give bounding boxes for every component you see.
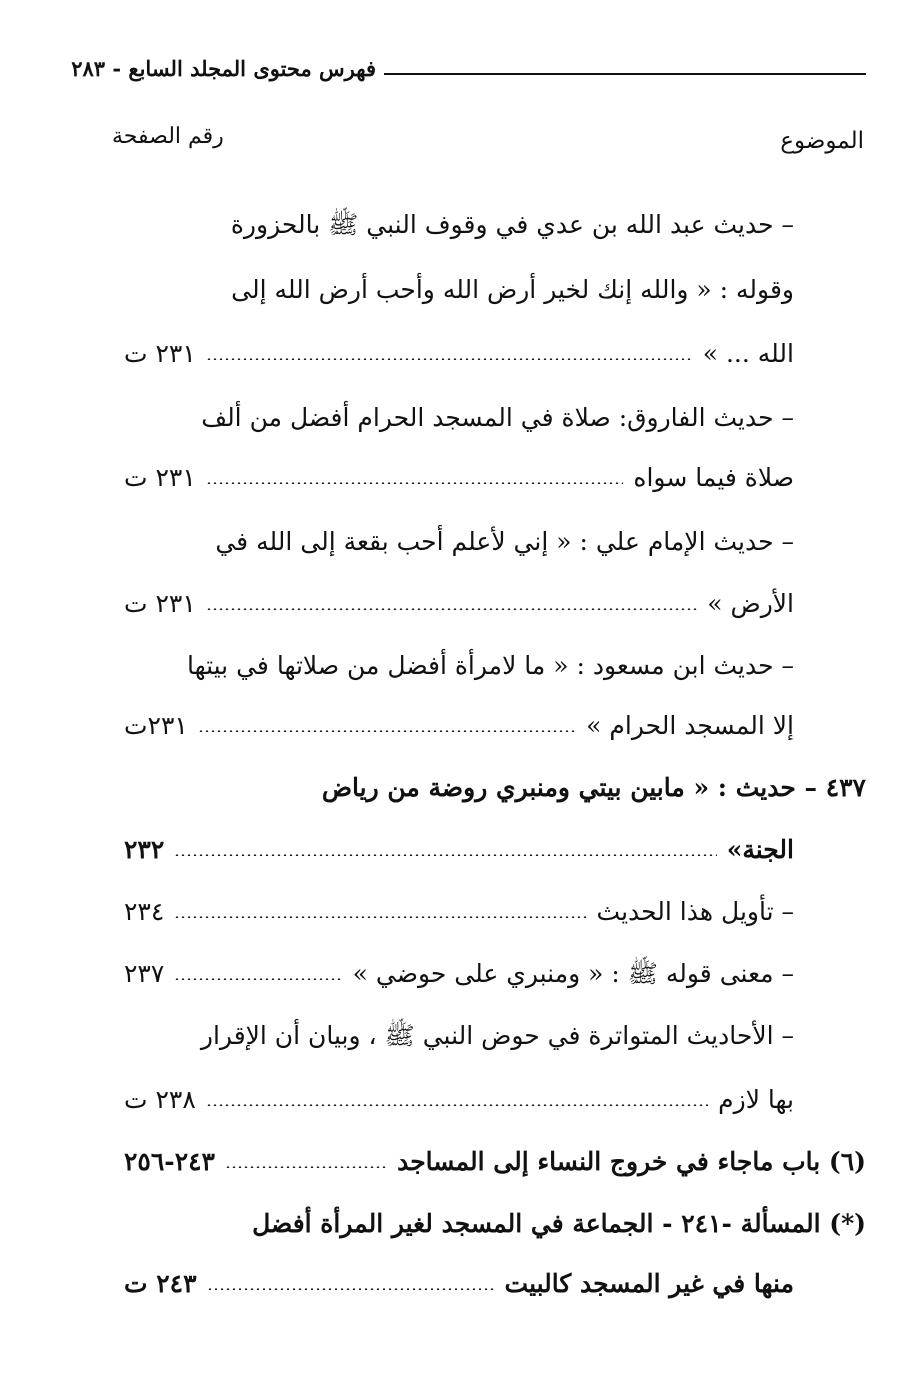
leader-dots <box>198 730 576 732</box>
page-number: ٢٣٤ <box>124 897 165 926</box>
entry-text: إلا المسجد الحرام » <box>586 711 794 740</box>
entry-line: – الأحاديث المتواترة في حوض النبي ﷺ ، وبيان أن الإقرار <box>200 1021 794 1050</box>
entry-text: الجنة» <box>726 835 794 864</box>
leader-dots <box>225 1166 387 1168</box>
entry-line: (*) المسألة -٢٤١ - الجماعة في المسجد لغير المرأة أفضل <box>252 1209 866 1238</box>
topic-column-heading: الموضوع <box>780 128 864 154</box>
entry-text: – معنى قوله ﷺ : « ومنبري على حوضي » <box>352 959 794 988</box>
running-header: فهرس محتوى المجلد السابع - ٢٨٣ <box>71 56 376 81</box>
leader-dots <box>174 916 586 918</box>
page-number: ٢٣١ ت <box>124 589 196 618</box>
index-entry-row <box>124 1264 794 1304</box>
index-entry-row <box>124 954 794 994</box>
page-number: ٢٣١ ت <box>124 463 196 492</box>
index-entry-row <box>124 1080 794 1120</box>
page-number: ٢٣٧ <box>124 959 165 988</box>
page-number: ٢٣٢ <box>124 835 165 864</box>
chapter-entry-row <box>124 1142 866 1182</box>
entry-text: (٦) باب ماجاء في خروج النساء إلى المساجد <box>397 1147 866 1176</box>
leader-dots <box>206 608 697 610</box>
entry-text: الأرض » <box>707 589 794 618</box>
leader-dots <box>174 854 716 856</box>
entry-text: صلاة فيما سواه <box>633 463 794 492</box>
leader-dots <box>174 978 342 980</box>
leader-dots <box>206 482 624 484</box>
header-rule <box>384 73 866 75</box>
index-entry-row <box>124 706 794 746</box>
entry-line: – حديث عبد الله بن عدي في وقوف النبي ﷺ بالحزورة <box>230 210 794 239</box>
index-entry-row <box>124 584 794 624</box>
entry-line: وقوله : « والله إنك لخير أرض الله وأحب أرض الله إلى <box>231 275 794 304</box>
entry-text: بها لازم <box>718 1085 794 1114</box>
page-number: ٢٣٨ ت <box>124 1085 196 1114</box>
page-number: ٢٤٣-٢٥٦ <box>124 1147 215 1176</box>
entry-text: منها في غير المسجد كالبيت <box>504 1269 794 1298</box>
entry-text: الله ... » <box>702 339 794 368</box>
entry-line: – حديث الفاروق: صلاة في المسجد الحرام أفضل من ألف <box>201 403 794 432</box>
index-entry-row <box>124 458 794 498</box>
leader-dots <box>206 358 693 360</box>
index-entry-row <box>124 334 794 374</box>
entry-text: – تأويل هذا الحديث <box>596 897 794 926</box>
page-number: ٢٣١ ت <box>124 339 196 368</box>
entry-line: – حديث الإمام علي : « إني لأعلم أحب بقعة إلى الله في <box>215 527 794 556</box>
index-entry-row <box>124 830 794 870</box>
leader-dots <box>206 1104 708 1106</box>
entry-line: ٤٣٧ – حديث : « مابين بيتي ومنبري روضة من رياض <box>321 773 866 802</box>
index-entry-row <box>124 892 794 932</box>
page-number: ٢٣١ت <box>124 711 188 740</box>
page-column-heading: رقم الصفحة <box>112 124 224 149</box>
leader-dots <box>207 1288 495 1290</box>
entry-line: – حديث ابن مسعود : « ما لامرأة أفضل من صلاتها في بيتها <box>186 651 794 680</box>
page-number: ٢٤٣ ت <box>124 1269 197 1298</box>
